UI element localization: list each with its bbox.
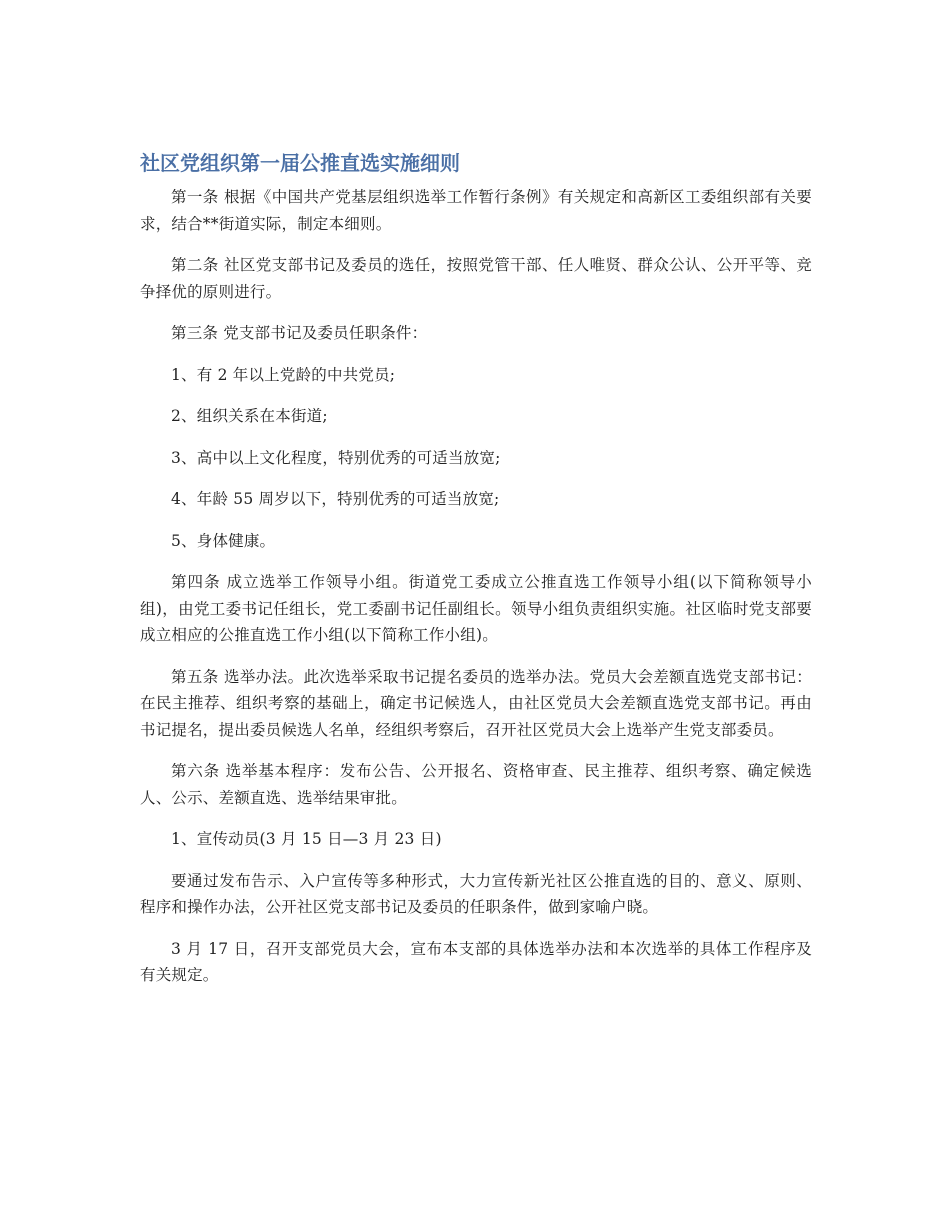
article-1: 第一条 根据《中国共产党基层组织选举工作暂行条例》有关规定和高新区工委组织部有关要求，结合**街道实际，制定本细则。: [140, 188, 812, 233]
procedure-1-detail: 要通过发布告示、入户宣传等多种形式，大力宣传新光社区公推直选的目的、意义、原则、程序和操作办法，公开社区党支部书记及委员的任职条件，做到家喻户晓。: [140, 871, 812, 916]
document-body: [140, 148, 812, 1004]
condition-2: 2、组织关系在本街道;: [171, 407, 328, 425]
condition-4: 4、年龄 55 周岁以下，特别优秀的可适当放宽;: [171, 490, 500, 508]
article-3: 第三条 党支部书记及委员任职条件：: [171, 324, 428, 342]
procedure-1-heading: 1、宣传动员(3 月 15 日—3 月 23 日): [171, 830, 442, 848]
condition-1: 1、有 2 年以上党龄的中共党员;: [171, 365, 396, 384]
article-4: 第四条 成立选举工作领导小组。街道党工委成立公推直选工作领导小组(以下简称领导小组)，由党工委书记任组长，党工委副书记任副组长。领导小组负责组织实施。社区临时党支部要成立相应的公推直选工作小组(以下简称工作小组)。: [140, 573, 812, 644]
procedure-1-meeting: 3 月 17 日，召开支部党员大会，宣布本支部的具体选举办法和本次选举的具体工作程序及有关规定。: [140, 939, 812, 984]
document-title: 社区党组织第一届公推直选实施细则: [140, 151, 460, 175]
article-2: 第二条 社区党支部书记及委员的选任，按照党管干部、任人唯贤、群众公认、公开平等、竞争择优的原则进行。: [140, 256, 812, 301]
condition-5: 5、身体健康。: [171, 531, 276, 550]
article-5: 第五条 选举办法。此次选举采取书记提名委员的选举办法。党员大会差额直选党支部书记：在民主推荐、组织考察的基础上，确定书记候选人，由社区党员大会差额直选党支部书记。再由书记提名，提出委员候选人名单，经组织考察后，召开社区党员大会上选举产生党支部委员。: [140, 667, 812, 739]
article-6: 第六条 选举基本程序：发布公告、公开报名、资格审查、民主推荐、组织考察、确定候选人、公示、差额直选、选举结果审批。: [140, 762, 812, 807]
condition-3: 3、高中以上文化程度，特别优秀的可适当放宽;: [171, 448, 501, 467]
